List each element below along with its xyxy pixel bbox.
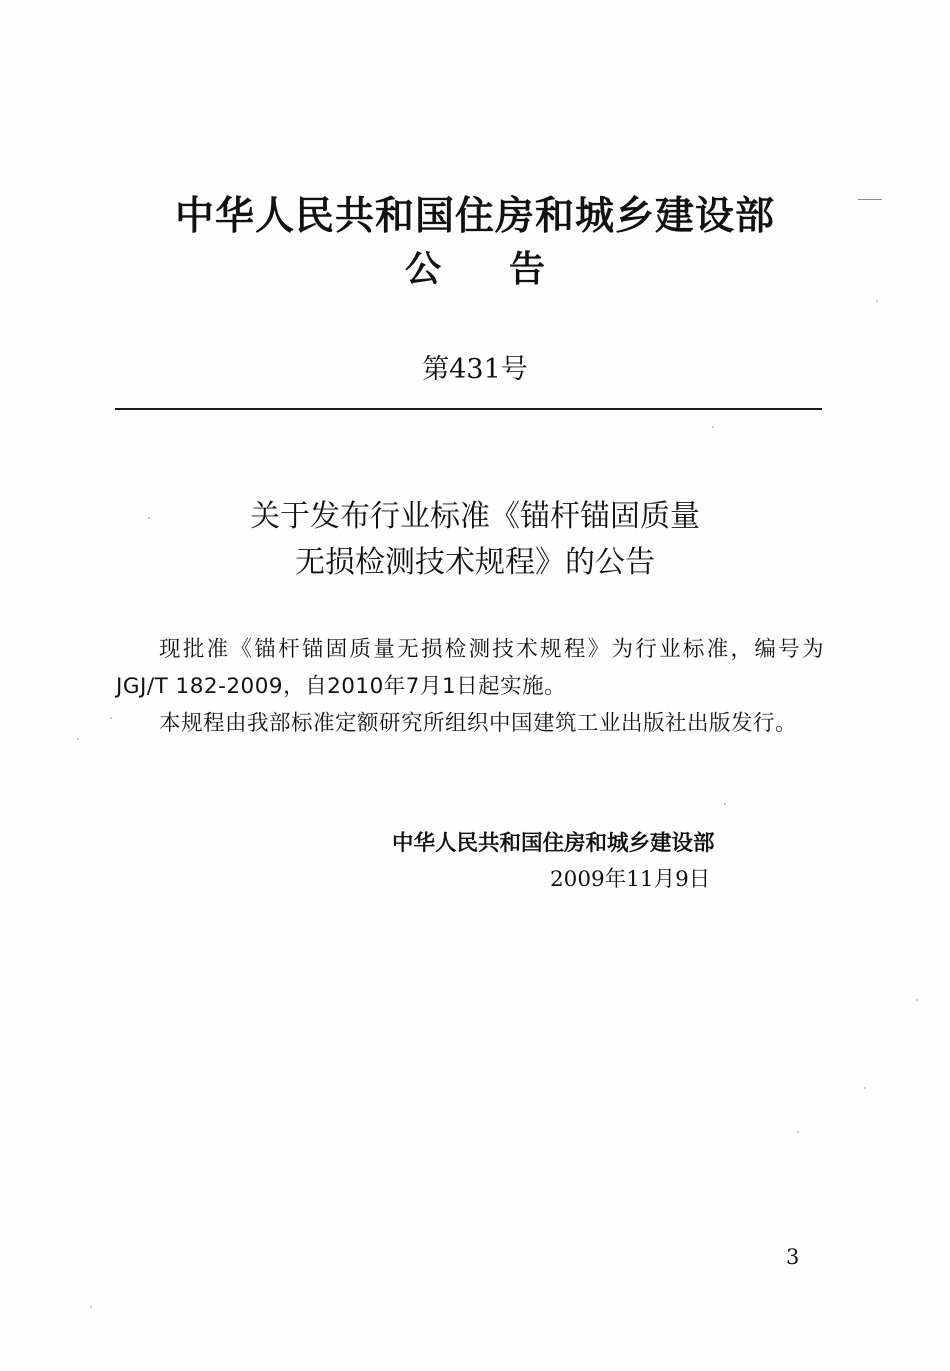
scan-speck <box>797 1131 799 1133</box>
scan-speck <box>77 738 79 740</box>
scan-speck <box>864 1087 866 1089</box>
scan-speck <box>90 1306 92 1308</box>
body-paragraph-2: 本规程由我部标准定额研究所组织中国建筑工业出版社出版发行。 <box>159 711 798 736</box>
notice-title <box>0 494 950 586</box>
signature-date: 2009年11月9日 <box>550 867 711 892</box>
notice-body <box>116 631 824 742</box>
document-number: 第431号 <box>422 354 528 385</box>
scan-speck <box>110 717 112 719</box>
scan-speck <box>916 999 918 1001</box>
scan-speck <box>712 426 714 428</box>
header-divider <box>115 408 822 410</box>
scan-speck <box>876 300 878 302</box>
page-number: 3 <box>786 1245 800 1269</box>
notice-title-line-2: 无损检测技术规程》的公告 <box>295 545 655 580</box>
notice-title-line-1: 关于发布行业标准《锚杆锚固质量 <box>250 499 700 534</box>
issuer-title: 中华人民共和国住房和城乡建设部 <box>174 194 775 239</box>
scan-speck <box>148 517 150 519</box>
signature-organization: 中华人民共和国住房和城乡建设部 <box>392 831 715 856</box>
body-paragraph-1: 现批准《锚杆锚固质量无损检测技术规程》为行业标准，编号为JGJ/T 182-2009，自2010年7月1日起实施。 <box>116 637 824 699</box>
scan-speck <box>724 803 726 805</box>
document-type: 公告 <box>404 249 613 290</box>
